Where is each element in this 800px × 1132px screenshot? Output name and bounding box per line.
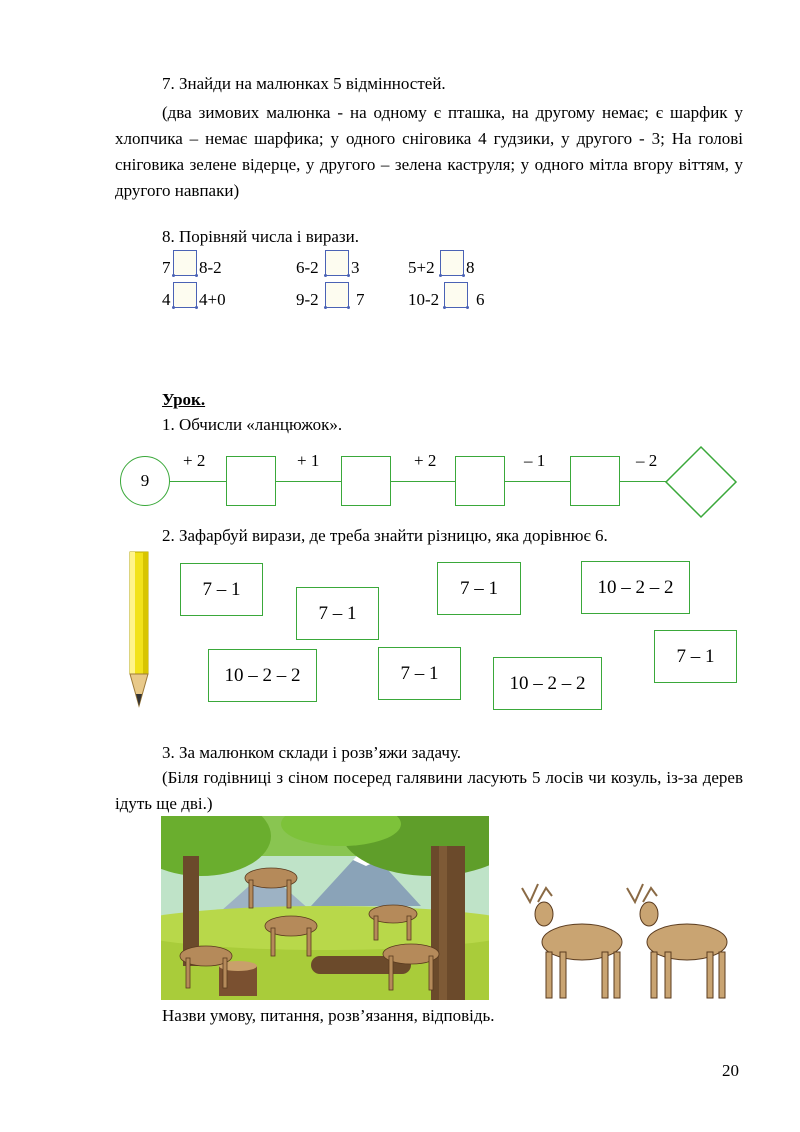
chain-final-diamond[interactable] — [664, 445, 738, 519]
chain-operation-label: + 1 — [297, 451, 320, 470]
compare-right: 3 — [351, 258, 360, 277]
compare-right: 8 — [466, 258, 475, 277]
expression-card[interactable]: 7 – 1 — [296, 587, 379, 640]
chain-answer-box[interactable] — [226, 456, 276, 506]
two-deer-illustration — [512, 880, 732, 1004]
compare-left: 4 — [162, 290, 171, 309]
compare-right: 6 — [476, 290, 485, 309]
compare-left: 9-2 — [296, 290, 319, 309]
compare-answer-box[interactable] — [440, 250, 464, 276]
expression-card[interactable]: 7 – 1 — [180, 563, 263, 616]
task7-description: (два зимових малюнка - на одному є пташка, на другому немає; є шарфик у хлопчика – немає шарфика; у одного сніговика 4 гудзики, у другого - 3; На голові сніговика зелене відерце, у другого – зелена каструля; у одного мітла вгору віттям, у другого навпаки) — [115, 103, 743, 200]
chain-answer-box[interactable] — [570, 456, 620, 506]
compare-right: 7 — [356, 290, 365, 309]
compare-left: 10-2 — [408, 290, 440, 309]
expression-card[interactable]: 7 – 1 — [378, 647, 461, 700]
expression-card[interactable]: 10 – 2 – 2 — [493, 657, 602, 710]
task3-title: 3. За малюнком склади і розв’яжи задачу. — [162, 743, 462, 762]
lesson-heading: Урок. — [162, 390, 206, 409]
compare-left: 6-2 — [296, 258, 319, 277]
chain-answer-box[interactable] — [341, 456, 391, 506]
expression-card[interactable]: 7 – 1 — [437, 562, 521, 615]
expression-card[interactable]: 10 – 2 – 2 — [208, 649, 317, 702]
chain-operation-label: + 2 — [414, 451, 437, 470]
chain-start-circle — [120, 456, 170, 506]
compare-answer-box[interactable] — [173, 250, 197, 276]
compare-left: 5+2 — [408, 258, 435, 277]
chain-start-value: 9 — [140, 471, 150, 490]
task2-title: 2. Зафарбуй вирази, де треба знайти різницю, яка дорівнює 6. — [162, 526, 608, 545]
compare-answer-box[interactable] — [444, 282, 468, 308]
compare-right: 4+0 — [199, 290, 226, 309]
chain-answer-box[interactable] — [455, 456, 505, 506]
chain-operation-label: – 2 — [636, 451, 658, 470]
expression-card[interactable]: 10 – 2 – 2 — [581, 561, 690, 614]
compare-answer-box[interactable] — [325, 250, 349, 276]
compare-answer-box[interactable] — [173, 282, 197, 308]
compare-right: 8-2 — [199, 258, 222, 277]
forest-scene-illustration — [161, 816, 489, 1000]
task3-description: (Біля годівниці з сіном посеред галявини ласують 5 лосів чи козуль, із-за дерев ідуть ще дві.) — [115, 768, 743, 813]
expression-card[interactable]: 7 – 1 — [654, 630, 737, 683]
task3-footer: Назви умову, питання, розв’язання, відповідь. — [162, 1006, 495, 1025]
chain-operation-label: + 2 — [183, 451, 206, 470]
compare-left: 7 — [162, 258, 171, 277]
task7-title: 7. Знайди на малюнках 5 відмінностей. — [162, 74, 446, 93]
task1-title: 1. Обчисли «ланцюжок». — [162, 415, 343, 434]
compare-answer-box[interactable] — [325, 282, 349, 308]
pencil-icon — [124, 548, 154, 708]
chain-operation-label: – 1 — [524, 451, 546, 470]
task8-title: 8. Порівняй числа і вирази. — [162, 227, 359, 246]
page-number: 20 — [722, 1061, 739, 1080]
